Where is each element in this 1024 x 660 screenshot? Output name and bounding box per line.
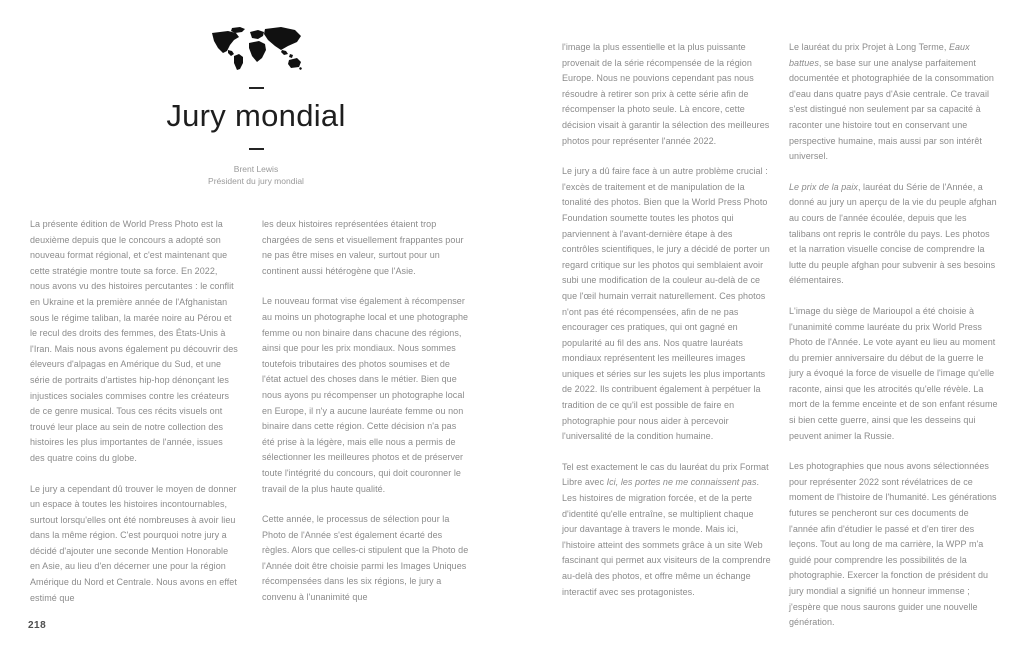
paragraph: Cette année, le processus de sélection pour la Photo de l'Année s'est également écarté des règles. Alors que celles-ci stipulent que la Photo de l'Année doit être choisie parmi les Images Uniques récompensées dans les six régions, le jury a convenu à l'unanimité que [262,514,469,603]
page-number: 218 [28,620,47,631]
paragraph: La présente édition de World Press Photo est la deuxième depuis que le concours a adopté son nouveau format régional, et c'est maintenant que cette stratégie montre toute sa force. En 2022, nous avons vu des histoires percutantes : le conflit en Ukraine et la première année de l'Afghanistan sous le régime taliban, la marée noire au Pérou et le recul des droits des femmes, des États-Unis à l'Iran. Mais nous avons également pu découvrir des éleveurs d'alpagas en Amérique du Sud, et une série de portraits d'artistes hip-hop dénonçant les injustices sociales commises contre les créateurs de ce genre musical. Tous ces récits visuels ont trouvé leur place au sein de notre collection des histoires les plus importantes de l'année, issues des quatre coins du globe. [30,219,238,463]
text-column-4 [789,40,998,646]
paragraph: Le lauréat du prix Projet à Long Terme, Eaux battues, se base sur une analyse parfaitement documentée et photographiée de la consommation d'eau dans quatre pays d'Asie centrale. Ce travail s'est distingué non seulement par sa capacité à raconter une histoire tout en conservant une perspective humaine, mais aussi par son intérêt universel. [789,42,994,162]
paragraph: Le jury a dû faire face à un autre problème crucial : l'excès de traitement et de manipulation de la tonalité des photos. Bien que la World Press Photo Foundation soumette toutes les photos qui parviennent à l'avant-dernière étape à des contrôles scientifiques, le jury a décidé de porter un regard critique sur les photos qui semblaient avoir subi une modification de la couleur au-delà de ce que l'œil humain verrait naturellement. Ces photos n'ont pas été récompensées, afin de ne pas encourager ces pratiques, qui ont gagné en popularité au fil des ans. Nos quatre lauréats mondiaux représentent les meilleures images uniques et séries sur les sujets les plus importants de 2022. Ils contribuent également à perpétuer la tradition de ce qu'il est possible de faire en photographie pour nous aider à percevoir l'universalité de la condition humaine. [562,166,770,442]
chapter-header [0,26,512,187]
byline-name: Brent Lewis [233,164,279,175]
world-map-icon [208,26,304,70]
paragraph: Les photographies que nous avons sélectionnées pour représenter 2022 sont révélatrices de ce moment de l'histoire de l'humanité. Les générations futures se pencheront sur ces documents de l'année afin d'étudier le passé et d'en tirer des leçons. Tout au long de ma carrière, la WPP m'a guidé pour comprendre les possibilités de la photographie. Exercer la fonction de président du jury mondial a signifié un honneur immense ; j'espère que nous saurons guider une nouvelle génération. [789,461,997,628]
byline [208,163,304,187]
text-column-3 [562,40,771,615]
paragraph: l'image la plus essentielle et la plus puissante provenait de la série récompensée de la région Europe. Nous ne pouvions cependant pas nous résoudre à retirer son prix à cette série afin de récompenser la photo seule. Là encore, cette décision visait à garantir la sélection des meilleures photos pour représenter l'année 2022. [562,42,770,146]
text-column-2 [262,217,471,621]
paragraph: Le nouveau format vise également à récompenser au moins un photographe local et une photographe femme ou non binaire dans chacune des régions, ainsi que pour les prix mondiaux. Nous sommes toutefois tributaires des photos soumises et de l'état actuel des choses dans le métier. Bien que nous ayons pu récompenser un photographe local en Europe, il n'y a aucune lauréate femme ou non binaire dans cette région. Cette décision n'a pas été prise à la légère, mais elle nous a permis de sélectionner les meilleures photos et de préserver toute l'intégrité du concours, qui doit couronner le travail de la plus haute qualité. [262,296,469,494]
paragraph: L'image du siège de Marioupol a été choisie à l'unanimité comme lauréate du prix World Press Photo de l'Année. Le vote ayant eu lieu au moment du premier anniversaire du début de la guerre le jury a évoqué la force de visuelle de l'image qu'elle raconte, ainsi que les atrocités qu'elle révèle. La mort de la femme enceinte et de son enfant résume si bien cette guerre, ainsi que les desseins qui peuvent animer la Russie. [789,305,998,441]
text-column-1 [30,217,239,621]
byline-role: Président du jury mondial [208,176,304,187]
divider-dash-bottom [249,148,264,150]
paragraph: Tel est exactement le cas du lauréat du prix Format Libre avec Ici, les portes ne me connaissent pas. Les histoires de migration forcée, et de la perte d'identité qu'elle entraîne, se multiplient chaque jour davantage à travers le monde. Mais ici, l'histoire atteint des sommets grâce à un site Web fascinant qui permet aux visiteurs de la comprendre au-delà des photos, et offre même un échange interactif avec ses protagonistes. [562,461,771,597]
paragraph: Le jury a cependant dû trouver le moyen de donner un espace à toutes les histoires incontournables, surtout lorsqu'elles ont été nombreuses à avoir lieu dans la même région. C'est pourquoi notre jury a décidé d'ajouter une seconde Mention Honorable en Asie, au lieu d'en décerner une pour la région Amérique du Nord et Centrale. Nous avons en effet estimé que [30,483,237,603]
paragraph: Le prix de la paix, lauréat du Série de l'Année, a donné au jury un aperçu de la vie du peuple afghan au cours de l'année écoulée, depuis que les talibans ont repris le contrôle du pays. Les photos et la narration visuelle concise de comprendre la lutte du peuple afghan pour subvenir à ses besoins élémentaires. [789,181,997,286]
paragraph: les deux histoires représentées étaient trop chargées de sens et visuellement frappantes pour ne pas être mises en valeur, surtout pour un continent aussi hétérogène que l'Asie. [262,219,464,276]
page-title: Jury mondial [166,98,346,133]
divider-dash-top [249,87,264,89]
